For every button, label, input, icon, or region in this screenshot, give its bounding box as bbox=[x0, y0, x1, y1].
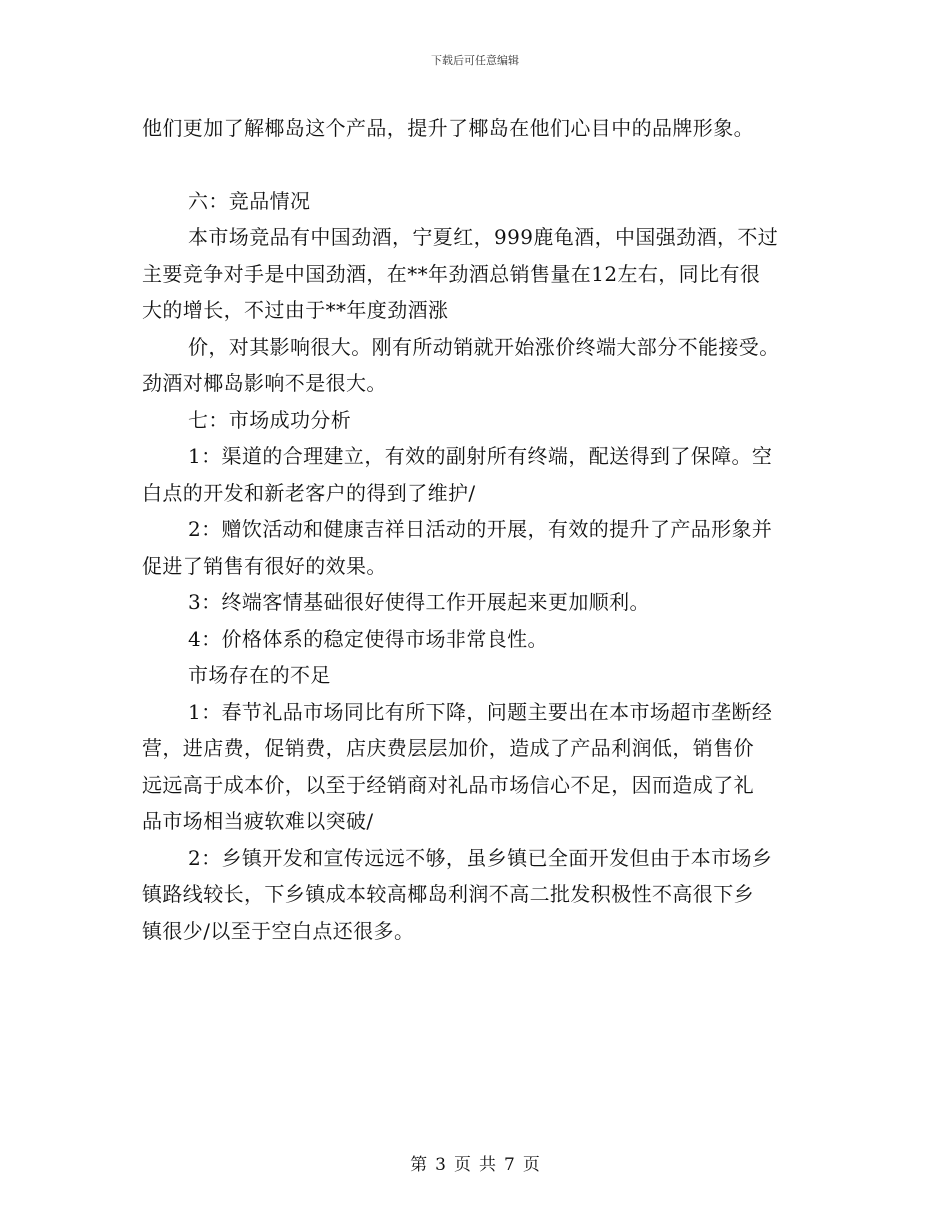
page-label-mid-2: 共 bbox=[479, 1155, 496, 1175]
paragraph-line: 主要竞争对手是中国劲酒，在**年劲酒总销售量在12左右，同比有很 bbox=[142, 261, 761, 286]
list-item-line: 1：春节礼品市场同比有所下降，问题主要出在本市场超市垄断经 bbox=[188, 699, 773, 724]
paragraph-line: 劲酒对椰岛影响不是很大。 bbox=[142, 371, 387, 395]
page-label-prefix: 第 bbox=[410, 1155, 428, 1175]
list-item-line: 营，进店费，促销费，店庆费层层加价，造成了产品利润低，销售价 bbox=[142, 736, 754, 760]
section-heading-success-analysis: 七：市场成功分析 bbox=[188, 407, 352, 432]
page-label-mid-1: 页 bbox=[454, 1155, 471, 1175]
paragraph-line: 价，对其影响很大。刚有所动销就开始涨价终端大部分不能接受。 bbox=[188, 334, 780, 359]
paragraph-gap bbox=[142, 147, 812, 183]
paragraph-line: 本市场竞品有中国劲酒，宁夏红，999鹿龟酒，中国强劲酒，不过 bbox=[188, 225, 779, 249]
list-item-line: 品市场相当疲软难以突破/ bbox=[142, 809, 374, 833]
document-body bbox=[142, 110, 812, 949]
page-footer bbox=[0, 1154, 950, 1176]
list-item-line: 镇很少/以至于空白点还很多。 bbox=[142, 918, 415, 943]
paragraph-line: 他们更加了解椰岛这个产品，提升了椰岛在他们心目中的品牌形象。 bbox=[142, 116, 754, 140]
list-item-line: 2：乡镇开发和宣传远远不够，虽乡镇已全面开发但由于本市场乡 bbox=[188, 845, 773, 870]
list-item-line: 镇路线较长，下乡镇成本较高椰岛利润不高二批发积极性不高很下乡 bbox=[142, 882, 754, 906]
page-label-suffix: 页 bbox=[522, 1155, 540, 1175]
list-item-line: 促进了销售有很好的效果。 bbox=[142, 553, 387, 578]
total-pages-number: 7 bbox=[504, 1155, 515, 1175]
current-page-number: 3 bbox=[435, 1155, 446, 1175]
section-heading-competitors: 六：竞品情况 bbox=[188, 188, 311, 213]
list-item-line: 1：渠道的合理建立，有效的副射所有终端，配送得到了保障。空 bbox=[188, 444, 773, 468]
list-item-line: 2：赠饮活动和健康吉祥日活动的开展，有效的提升了产品形象并 bbox=[188, 517, 773, 541]
list-item-line: 4：价格体系的稳定使得市场非常良性。 bbox=[188, 626, 548, 651]
list-item-line: 3：终端客情基础很好使得工作开展起来更加顺利。 bbox=[188, 590, 650, 614]
page-header: 下载后可任意编辑 bbox=[431, 54, 519, 67]
list-item-line: 远远高于成本价，以至于经销商对礼品市场信心不足，因而造成了礼 bbox=[142, 772, 754, 797]
paragraph-line: 大的增长，不过由于**年度劲酒涨 bbox=[142, 298, 449, 322]
list-item-line: 白点的开发和新老客户的得到了维护/ bbox=[142, 480, 476, 505]
section-heading-shortcomings: 市场存在的不足 bbox=[188, 663, 331, 687]
